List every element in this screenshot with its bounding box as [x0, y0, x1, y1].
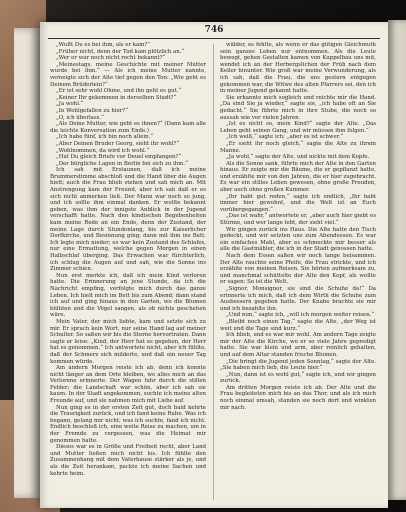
paragraph: „Der bürgliche Lagen in Berlin bei sich zu ihm.“	[56, 160, 188, 167]
paragraph: „Ihr habt gut reden,“ sagte ich endlich, „Ihr habt immer hier gewohnt, und die Welt ist an Euch vorübergegangen.“	[220, 193, 376, 213]
paragraph: „O, ich überlass.“	[56, 114, 104, 121]
paragraph: „Ja wohl,“ sagte der Alte, und nickte mit dem Kopfe.	[226, 154, 370, 161]
paragraph: „Die bringt die Jugend jeden Sonntag,“ sagte der Alte. „Sie haben mich lieb, die Leute hier.“	[220, 358, 376, 372]
paragraph: „Als Deine Mutter, wie geht es ihnen?“ (Dann kam alle die leichte Konversation zum Ende.)	[50, 121, 206, 134]
paragraph: „Meinestags, meine Geschichte mit meiner Mutter wurde bei ihm.“ — Als ich meine Mutter nannte, verneigte sich der Alte tief gegen den Ton: „Wie geht es Deinem Brüderlein?“	[50, 61, 206, 88]
next-page-edge	[388, 20, 406, 500]
paragraph: „Wußt Du es bei ihm, als er kam?“	[56, 42, 151, 48]
previous-page-text	[17, 38, 37, 488]
paragraph: Ich blieb, und es war mir wohl. Am andern Tage zeigte mir der Alte die Kirche, wo er so viele Jahre gepredigt hatte. Sie war klein und arm, aber reinlich gehalten, und auf dem Altar standen frische Blumen.	[220, 332, 376, 358]
paragraph: „Das ist wahr,“ antwortete er, „aber auch hier giebt es Stürme, und wer lange lebt, der sieht viel.“	[220, 213, 376, 227]
book-page	[40, 22, 388, 508]
paragraph: „Wohlnommen, da wird ich wohl.“	[56, 147, 150, 154]
paragraph: Sie erkannte mich sogleich und reichte mir die Hand. „Da sind Sie ja wieder,“ sagte sie, „ich habe oft an Sie gedacht.“ Sie führte mich in ihre Stube, die noch so aussah wie vor vielen Jahren.	[220, 94, 376, 121]
paragraph: Dieses war es in Größe und Freiheit recht, aber Land und Mutter ließen mich nicht los. Ich fühlte den Zusammenhang mit dem Vaterhause stärker als je, und als die Zeit herankam, packte ich meine Sachen und kehrte heim.	[50, 444, 206, 477]
header-rule	[48, 38, 380, 39]
page-number-text: 746	[204, 25, 224, 35]
paragraph: „Früher nicht, denn der Tod kam plötzlich an.“	[56, 48, 185, 55]
paragraph: „Aber Deinen Bruder Georg, sieht ihr wohl?“	[56, 140, 180, 147]
right-text-column	[220, 42, 376, 502]
paragraph: Ich sah mit Erstaunen, daß ich meine Brummerstimme abschloß und die Hand über die Augen hielt; auch die Frau blieb stehen und sah mich an. Mit Anstrengung kam der Freund, aber ich sah daß er es sich nicht anmerken ließ. Der Mann war noch so jung, und ich sollte ihm einmal danken. Er wollte bekannt geben, was ihm der innigste Anblick in der Jugend verschafft hatte. Nach den kindischen Begebenheiten kam meine Rede an ein Ende, denn der Zustand, der meine Lage durch Stundenlang, bis zur Kaiserlicher Dorfkirche, und Besinnung ging; dann mit ihm ins Bett. Ich legte mich nieder; es war kein Zustand des Schlafes, nur eine Ermattung, welche gegen Morgen in einen Halbschlaf überging. Das Erwachen war fürchterlich, ich schlug die Augen auf und sah, wie die Sonne ins Zimmer schien.	[50, 167, 206, 273]
paragraph: Als die Sonne sank, führte mich der Alte in den Garten hinaus. Er zeigte mir die Bäume, die er gepflanzt hatte, und erzählte mir von den Jahren, die er hier zugebracht. Es war ein stilles Leben gewesen, ohne große Freuden, aber auch ohne großen Kummer.	[220, 160, 376, 194]
paragraph: Nach dem Essen saßen wir noch lange beisammen. Der Alte rauchte seine Pfeife, die Frau strickte, und ich erzählte von meinen Reisen. Sie hörten aufmerksam zu, und manchmal schüttelte der Alte den Kopf, als wollte er sagen: So ist die Welt.	[220, 253, 376, 286]
paragraph: „Ist es nicht so, mein Kind?“ sagte der Alte. „Das Leben geht seinen Gang, und wir müssen ihm folgen.“	[220, 121, 376, 134]
paragraph: „Und nun,“ sagte ich, „will ich morgen weiter reisen.“	[226, 312, 375, 319]
next-page-text	[390, 32, 404, 492]
page-number	[40, 22, 388, 38]
paragraph: „Signor, Monsignor, sie sind die Schuhe da!“ Da erinnerte ich mich, daß ich dem Wirth die Schuhe zum Ausbessern gegeben hatte. Der Knabe brachte sie mir und ich bezahlte ihn.	[220, 285, 376, 312]
paragraph: „Ich habe fünf, ich bin noch allein.“	[56, 134, 154, 141]
paragraph: „Keiner Ihr gekommen in derselben Stadt?“	[56, 94, 177, 101]
paragraph: Mein Vater, der mich liebte, kam und setzte sich zu mir. Er sprach kein Wort, nur seine Hand lag auf meiner Schulter. So saßen wir bis die Sterne hervortraten. Dann sagte er leise: „Kind, der Herr hat es gegeben, der Herr hat es genommen.“ Ich antwortete nicht, aber ich fühlte, daß der Schmerz sich milderte, und daß ein neuer Tag kommen würde.	[50, 318, 206, 365]
paragraph: „Ich weiß,“ sagte ich; „aber es ist schwer.“	[226, 134, 344, 141]
previous-page-edge	[14, 28, 40, 498]
paragraph: „Nun, dann ist es wohl gut,“ sagte ich, und wir gingen zurück.	[220, 371, 376, 385]
paragraph: Wir gingen zurück ins Haus. Die Alte hatte den Tisch gedeckt, und wir setzten uns zum Abendessen. Es war ein einfaches Mahl, aber es schmeckte mir besser als alle die Gastmähler, die ich in der Stadt genossen hatte.	[220, 226, 376, 253]
paragraph: „In Wohlgefallen zu hier?“	[56, 107, 129, 114]
paragraph: Nun ging es in der ersten Zeit gut, doch bald kehrte die Traurigkeit zurück, und ich fand keine Ruhe. Was ich begann, gelang mir nicht; was ich suchte, fand ich nicht. Endlich beschloß ich, eine weite Reise zu machen, um in der Fremde zu vergessen, was die Heimat mir genommen hatte.	[50, 404, 206, 444]
paragraph: Nun erst merkte ich, daß ich mein Kind verloren hatte. Die Erinnerung an jene Stunde, da ich die Nachricht empfing, verfolgte mich durch das ganze Leben. Ich hielt mich im Bett bis zum Abend; dann stand ich auf und ging hinaus in den Garten, wo die Blumen blühten und die Vögel sangen, als ob nichts geschehen wäre.	[50, 272, 206, 319]
paragraph: „Er ist sehr wohl Ohme, und ihn geht es gut.“	[56, 88, 182, 95]
paragraph: Am dritten Morgen reiste ich ab. Der Alte und die Frau begleiteten mich bis an das Thor, und als ich mich noch einmal umsah, standen sie noch dort und winkten mir nach.	[220, 384, 376, 411]
paragraph: „Bleibt noch einen Tag,“ sagte die Alte, „der Weg ist weit und die Tage sind kurz.“	[220, 318, 376, 332]
left-text-column	[50, 42, 206, 502]
paragraph: „Wer er war noch nicht recht bekannt?“	[56, 55, 166, 62]
column-divider	[213, 44, 214, 500]
paragraph: „Ja wohl.“	[56, 101, 84, 108]
paragraph: „Er sieht ihr noch gleich,“ sagte die Alte zu ihrem Manne.	[220, 140, 376, 154]
paragraph: wälder, es fehlte, als wenn er das gütigen Gleichmuth sein ganzes Leben nur entnommen. Als die Leute bewegt, gehen Gestalten kamen von Kuppelbau uns mit, wendet ich an der Herbergslichen der Früh nach dem Keller hinunter. Wie groß war meine Verwunderung, als ich sah, daß die Frau, die uns gestern entgegen gekommen war, die Witwe des alten Pfarrers sei, den ich in meiner Jugend gekannt hatte.	[220, 42, 376, 95]
paragraph: Am andern Morgen reiste ich ab, denn ich konnte nicht länger an dem Orte bleiben, wo alles mich an das Verlorene erinnerte. Der Wagen fuhr durch die stillen Felder; die Landschaft war schön, aber ich sah sie kaum. In der Stadt angekommen, suchte ich meine alten Freunde auf, und sie nahmen mich mit Liebe auf.	[50, 365, 206, 405]
paragraph: „Hat Du gleich Briefe vor Deuel empfangen?“	[56, 154, 182, 161]
